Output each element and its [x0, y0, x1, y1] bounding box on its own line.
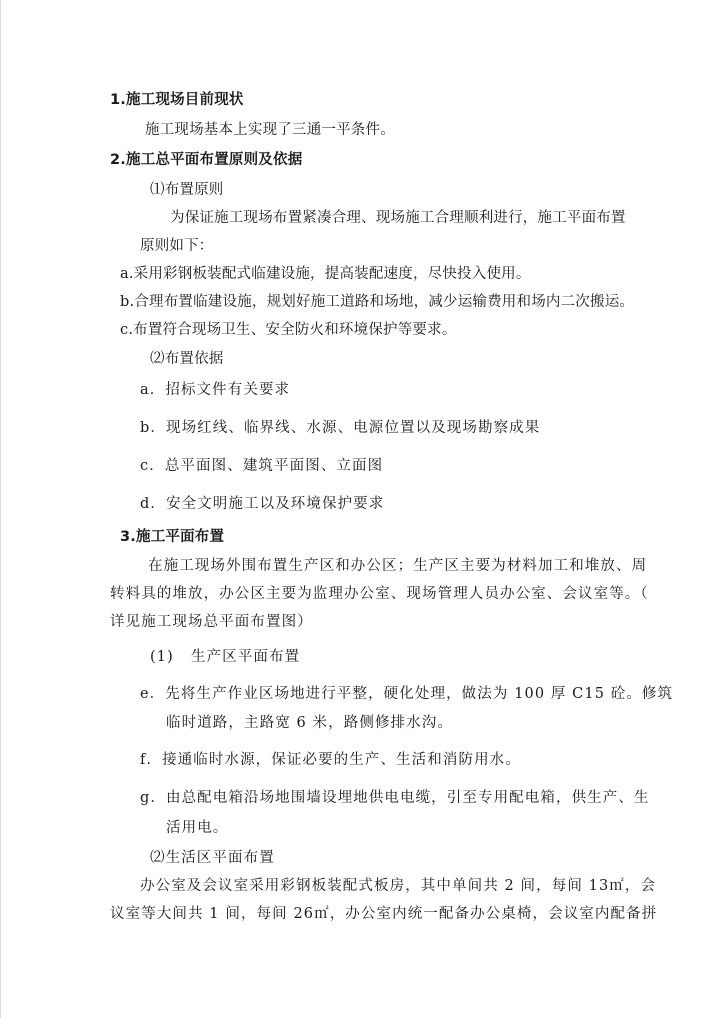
production-area-subheading: (1) 生产区平面布置: [150, 649, 301, 665]
principles-paragraph-line-2: 原则如下：: [140, 238, 214, 254]
production-item-e-line-1: e．先将生产作业区场地进行平整，硬化处理，做法为 100 厚 C15 砼。修筑: [140, 686, 674, 702]
principle-item-a: a.采用彩钢板装配式临建设施，提高装配速度，尽快投入使用。: [120, 266, 531, 282]
principle-item-c: c.布置符合现场卫生、安全防火和环境保护等要求。: [120, 322, 457, 338]
basis-item-c: c．总平面图、建筑平面图、立面图: [140, 458, 384, 474]
principles-paragraph-line-1: 为保证施工现场布置紧凑合理、现场施工合理顺利进行，施工平面布置: [170, 210, 626, 226]
section-3-heading: 3.施工平面布置: [120, 529, 225, 545]
site-layout-paragraph-line-3: 详见施工现场总平面布置图）: [110, 614, 313, 630]
basis-item-d: d．安全文明施工以及环境保护要求: [140, 496, 385, 512]
section-2-heading: 2.施工总平面布置原则及依据: [110, 152, 303, 168]
living-area-subheading: ⑵生活区平面布置: [150, 850, 275, 866]
living-area-paragraph-line-1: 办公室及会议室采用彩钢板装配式板房，其中单间共 2 间，每间 13㎡，会: [140, 878, 657, 894]
production-item-g-line-1: g．由总配电箱沿场地围墙设埋地供电电缆，引至专用配电箱，供生产、生: [140, 790, 650, 806]
site-layout-paragraph-line-1: 在施工现场外围布置生产区和办公区；生产区主要为材料加工和堆放、周: [148, 558, 648, 574]
production-item-f: f．接通临时水源，保证必要的生产、生活和消防用水。: [140, 752, 521, 768]
living-area-paragraph-line-2: 议室等大间共 1 间，每间 26㎡，办公室内统一配备办公桌椅，会议室内配备拼: [110, 906, 658, 922]
production-item-e-line-2: 临时道路，主路宽 6 米，路侧修排水沟。: [166, 715, 453, 731]
production-item-g-line-2: 活用电。: [166, 820, 229, 836]
site-layout-paragraph-line-2: 转料具的堆放，办公区主要为监理办公室、现场管理人员办公室、会议室等。（: [110, 586, 649, 602]
basis-item-b: b．现场红线、临界线、水源、电源位置以及现场勘察成果: [140, 420, 541, 436]
basis-item-a: a．招标文件有关要求: [140, 382, 291, 398]
principle-item-b: b.合理布置临建设施，规划好施工道路和场地，减少运输费用和场内二次搬运。: [120, 294, 635, 310]
layout-principles-subheading: ⑴布置原则: [150, 182, 224, 198]
section-1-heading: 1.施工现场目前现状: [110, 92, 244, 108]
section-1-paragraph: 施工现场基本上实现了三通一平条件。: [145, 122, 395, 138]
page-edge: [0, 0, 1, 1018]
layout-basis-subheading: ⑵布置依据: [150, 351, 224, 367]
